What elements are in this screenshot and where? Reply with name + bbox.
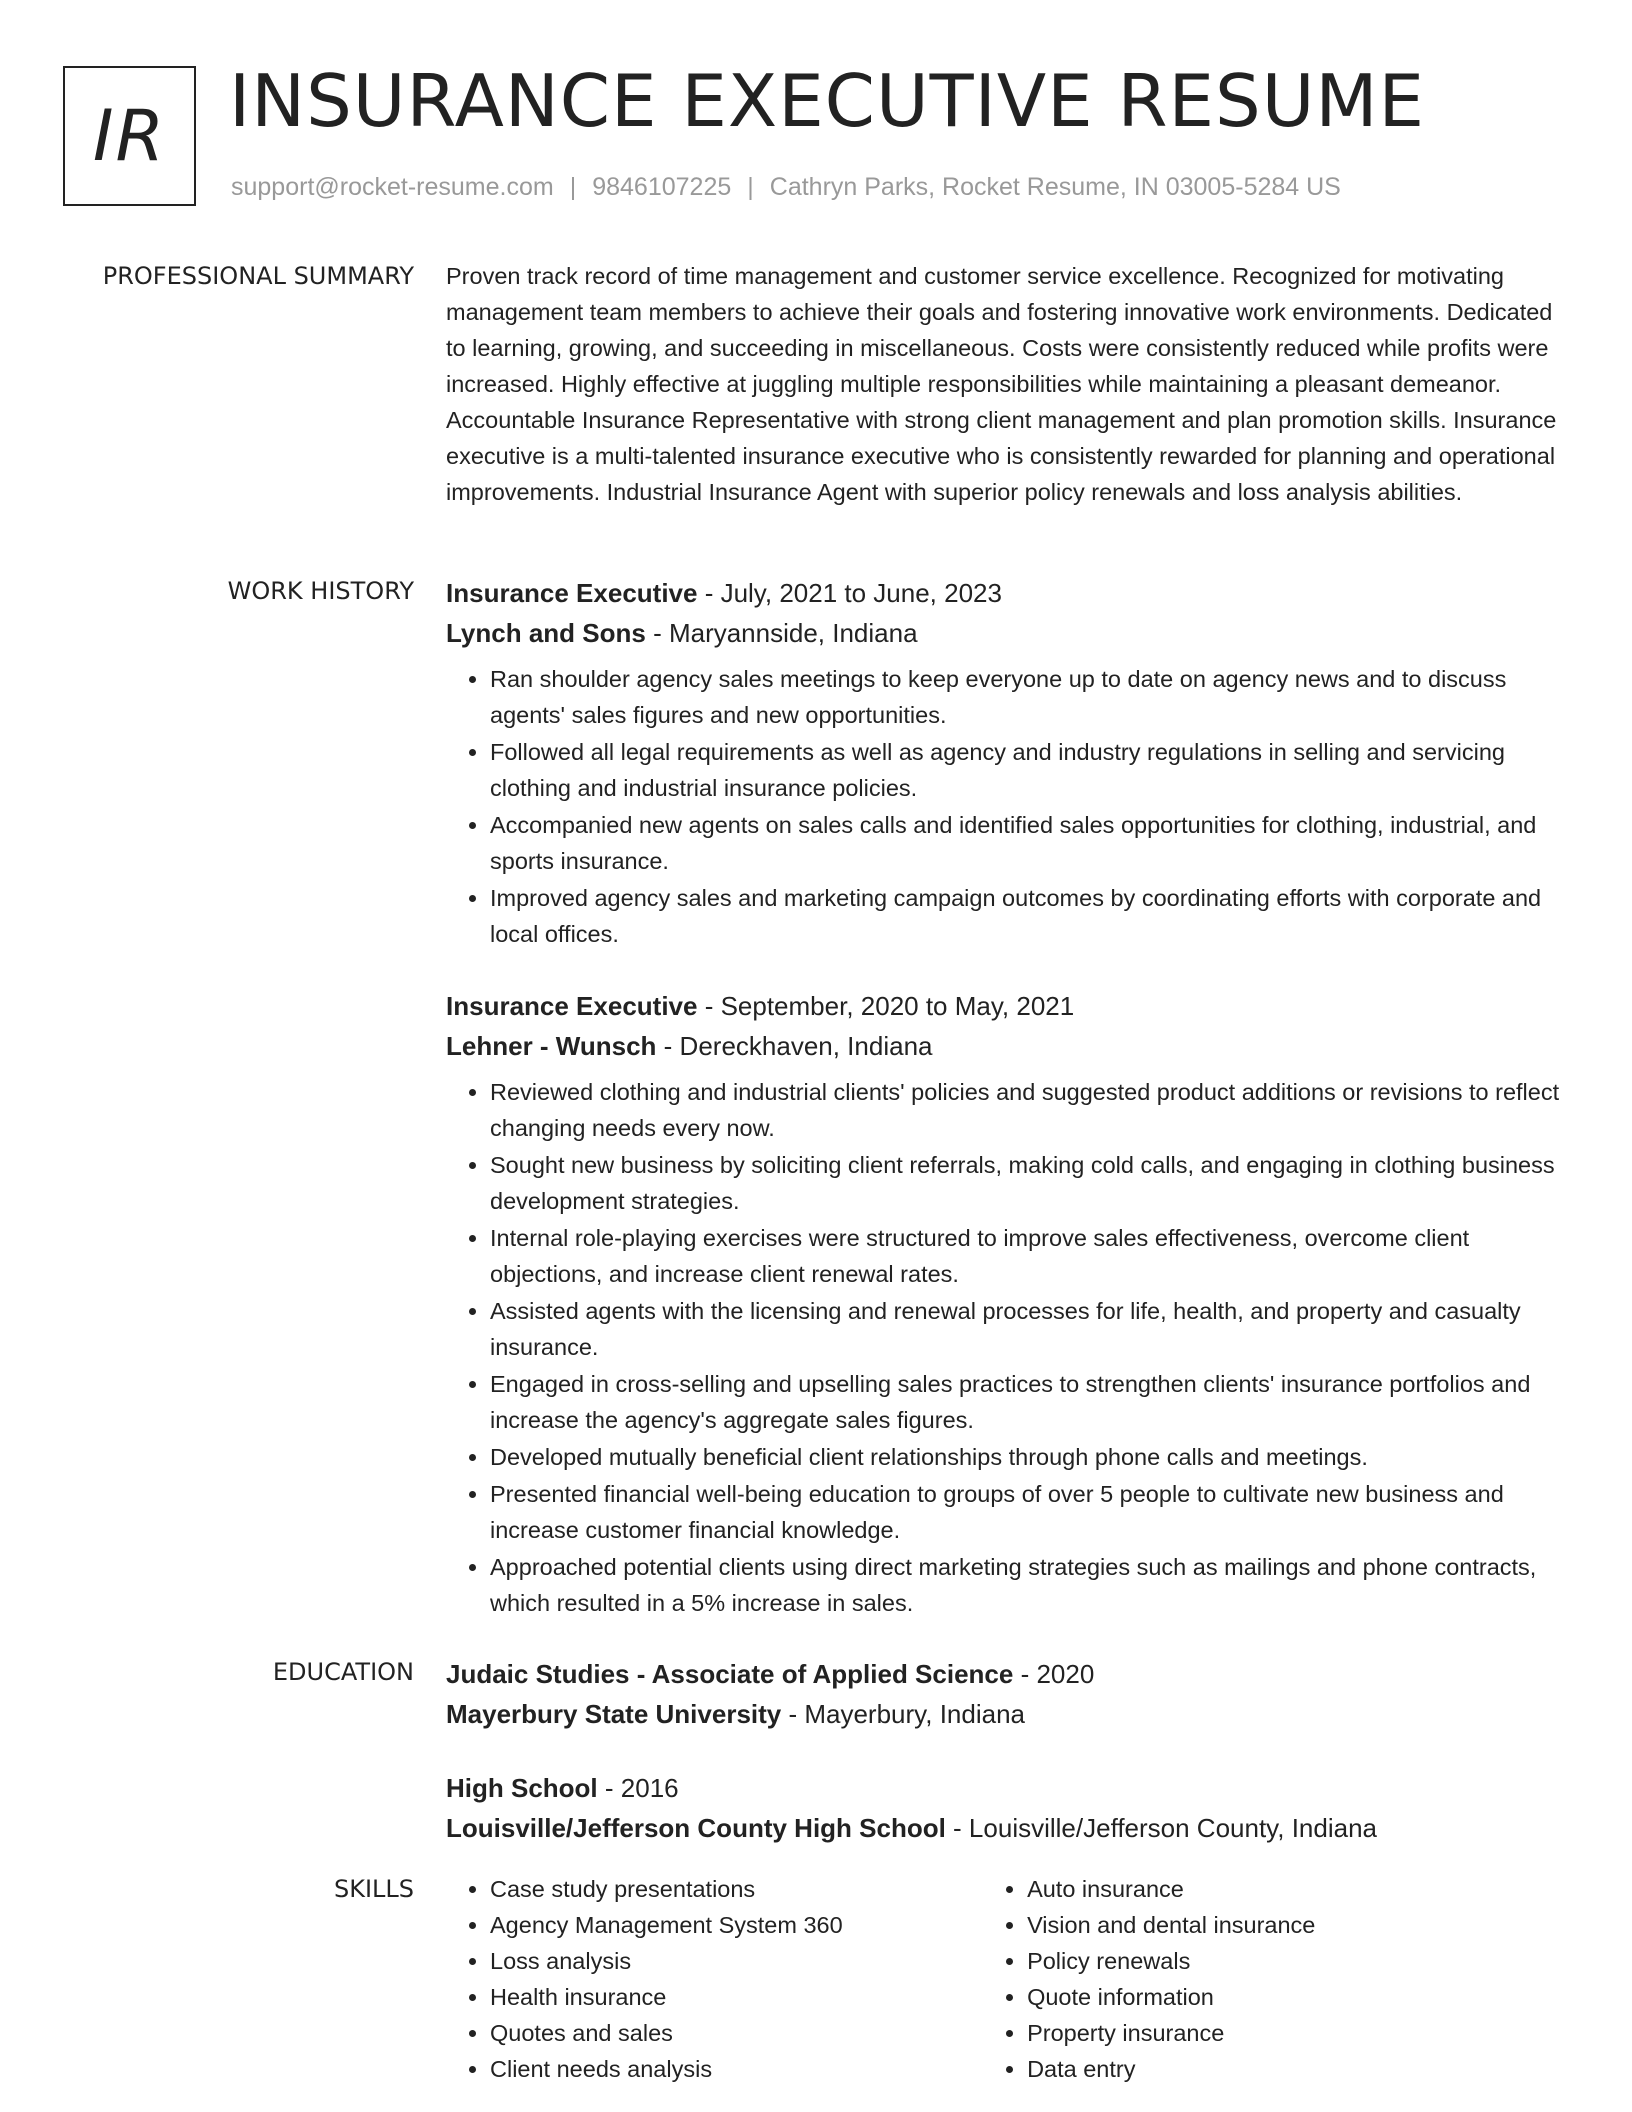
skills-content	[446, 1871, 1576, 2087]
degree-name: Judaic Studies - Associate of Applied Science	[446, 1659, 1014, 1689]
skill-item: • Data entry	[1027, 2051, 1576, 2087]
skill-item: • Policy renewals	[1027, 1943, 1576, 1979]
skill-item: • Agency Management System 360	[490, 1907, 983, 1943]
education-content	[446, 1654, 1576, 1882]
job-duty: • Developed mutually beneficial client relationships through phone calls and meetings.	[490, 1439, 1576, 1475]
school-line	[446, 1694, 1576, 1734]
skill-item: • Quotes and sales	[490, 2015, 983, 2051]
job-duty: • Approached potential clients using direct marketing strategies such as mailings and phone contracts, which resulted in a 5% increase in sales.	[490, 1549, 1576, 1621]
job-duty: • Assisted agents with the licensing and renewal processes for life, health, and property and casualty insurance.	[490, 1293, 1576, 1365]
skills-list-right	[983, 1871, 1576, 2087]
contact-separator: |	[747, 173, 754, 201]
monogram-text: IR	[92, 95, 167, 177]
contact-address: Cathryn Parks, Rocket Resume, IN 03005-5284 US	[769, 173, 1341, 201]
skills-heading: SKILLS	[333, 1875, 414, 1903]
job-duty: • Engaged in cross-selling and upselling sales practices to strengthen clients' insurance portfolios and increase the agency's aggregate sales figures.	[490, 1366, 1576, 1438]
job-duty: • Sought new business by soliciting client referrals, making cold calls, and engaging in clothing business development strategies.	[490, 1147, 1576, 1219]
job-company: Lehner - Wunsch	[446, 1031, 657, 1061]
school-location: - Mayerbury, Indiana	[781, 1699, 1025, 1729]
job-location: - Dereckhaven, Indiana	[656, 1031, 933, 1061]
job-title: Insurance Executive	[446, 578, 698, 608]
degree-line	[446, 1654, 1576, 1694]
job-duty: • Reviewed clothing and industrial clients' policies and suggested product additions or revisions to reflect changing needs every now.	[490, 1074, 1576, 1146]
job-title: Insurance Executive	[446, 991, 698, 1021]
skill-item: • Auto insurance	[1027, 1871, 1576, 1907]
summary-content	[446, 258, 1576, 510]
resume-title: INSURANCE EXECUTIVE RESUME	[229, 59, 1426, 143]
job-entry	[446, 573, 1576, 952]
contact-email[interactable]: support@rocket-resume.com	[231, 173, 554, 201]
job-title-line	[446, 986, 1576, 1026]
job-title-line	[446, 573, 1576, 613]
education-entry	[446, 1768, 1576, 1848]
education-entry	[446, 1654, 1576, 1734]
summary-text: Proven track record of time management and customer service excellence. Recognized for motivating management team members to achieve their goals and fostering innovative work environments. Dedicated to learning, growing, and succeeding in miscellaneous. Costs were consistently reduced while profits were increased. Highly effective at juggling multiple responsibilities while maintaining a pleasant demeanor. Accountable Insurance Representative with strong client management and plan promotion skills. Insurance executive is a multi-talented insurance executive who is consistently rewarded for planning and operational improvements. Industrial Insurance Agent with superior policy renewals and loss analysis abilities.	[446, 263, 1557, 505]
contact-separator: |	[569, 173, 577, 201]
skill-item: • Client needs analysis	[490, 2051, 983, 2087]
skills-list-left	[446, 1871, 983, 2087]
degree-line	[446, 1768, 1576, 1808]
job-duty: • Ran shoulder agency sales meetings to keep everyone up to date on agency news and to discuss agents' sales figures and new opportunities.	[490, 661, 1576, 733]
school-line	[446, 1808, 1576, 1848]
job-duty: • Followed all legal requirements as well as agency and industry regulations in selling and servicing clothing and industrial insurance policies.	[490, 734, 1576, 806]
job-entry	[446, 986, 1576, 1621]
job-company-line	[446, 1026, 1576, 1066]
contact-line	[231, 173, 1341, 202]
work-history-heading: WORK HISTORY	[227, 577, 414, 605]
education-heading: EDUCATION	[272, 1658, 414, 1686]
job-duty: • Presented financial well-being education to groups of over 5 people to cultivate new business and increase customer financial knowledge.	[490, 1476, 1576, 1548]
school-location: - Louisville/Jefferson County, Indiana	[945, 1813, 1377, 1843]
work-history-content	[446, 573, 1576, 1655]
job-company: Lynch and Sons	[446, 618, 646, 648]
job-duty: • Internal role-playing exercises were structured to improve sales effectiveness, overcome client objections, and increase client renewal rates.	[490, 1220, 1576, 1292]
job-duty: • Accompanied new agents on sales calls and identified sales opportunities for clothing, industrial, and sports insurance.	[490, 807, 1576, 879]
skill-item: • Health insurance	[490, 1979, 983, 2015]
skill-item: • Vision and dental insurance	[1027, 1907, 1576, 1943]
skill-item: • Quote information	[1027, 1979, 1576, 2015]
school-name: Louisville/Jefferson County High School	[446, 1813, 946, 1843]
skill-item: • Loss analysis	[490, 1943, 983, 1979]
job-duty: • Improved agency sales and marketing campaign outcomes by coordinating efforts with corporate and local offices.	[490, 880, 1576, 952]
job-company-line	[446, 613, 1576, 653]
contact-phone[interactable]: 9846107225	[592, 173, 732, 201]
job-dates: - July, 2021 to June, 2023	[697, 578, 1002, 608]
summary-heading: PROFESSIONAL SUMMARY	[102, 262, 414, 290]
degree-year: - 2016	[597, 1773, 679, 1803]
job-duties-list	[446, 1074, 1576, 1621]
monogram-logo	[63, 66, 196, 206]
skill-item: • Case study presentations	[490, 1871, 983, 1907]
job-location: - Maryannside, Indiana	[645, 618, 918, 648]
skill-item: • Property insurance	[1027, 2015, 1576, 2051]
degree-name: High School	[446, 1773, 598, 1803]
job-duties-list	[446, 661, 1576, 952]
job-dates: - September, 2020 to May, 2021	[697, 991, 1075, 1021]
school-name: Mayerbury State University	[446, 1699, 782, 1729]
degree-year: - 2020	[1013, 1659, 1095, 1689]
